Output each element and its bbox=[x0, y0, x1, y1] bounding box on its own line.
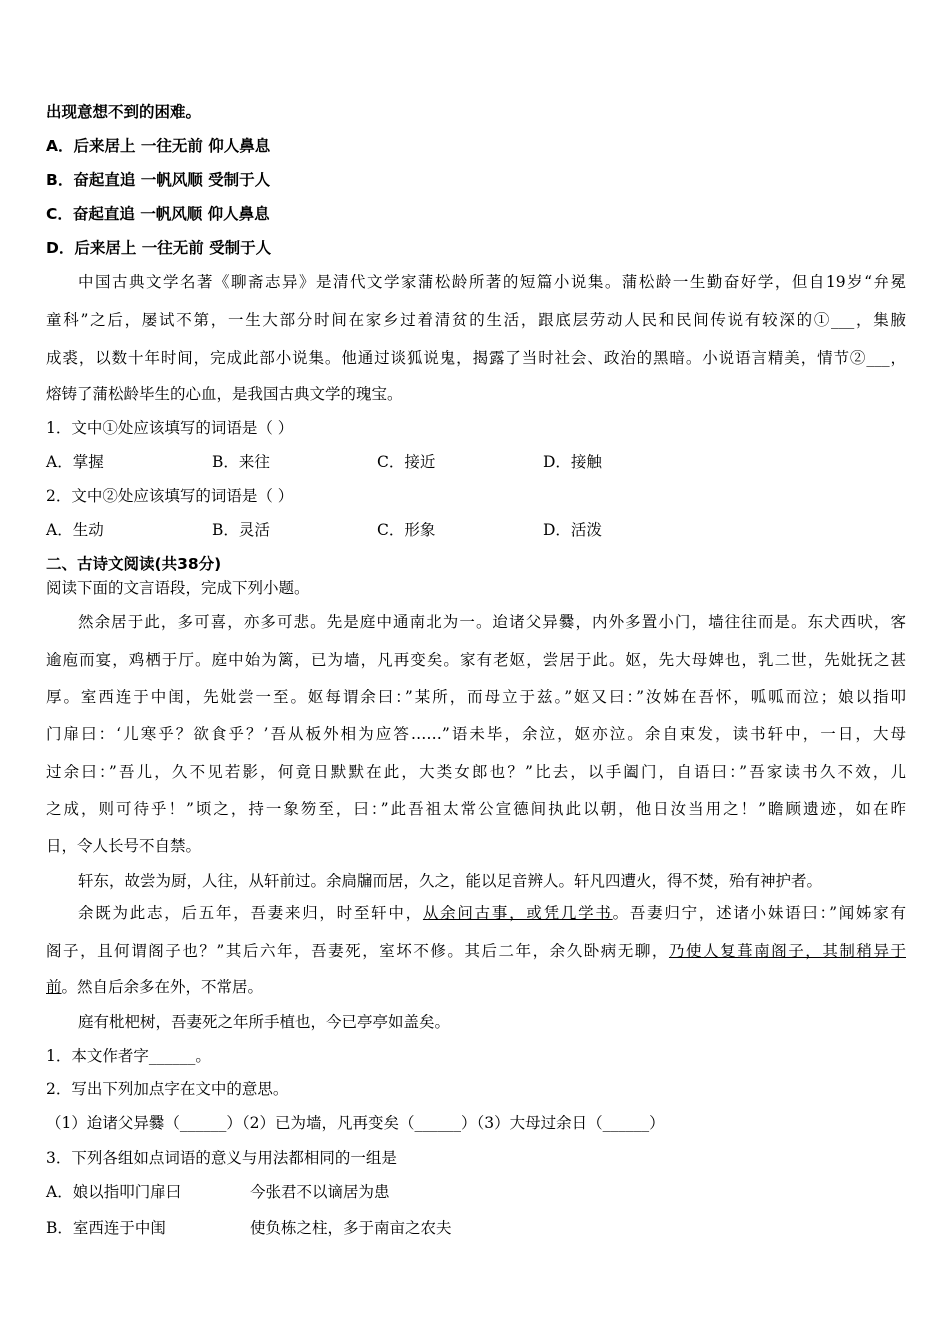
option-b-part2: 使负栋之柱，多于南亩之农夫 bbox=[250, 1219, 452, 1237]
passage1-line: 童科”之后，屡试不第，一生大部分时间在家乡过着清贫的生活，跟底层劳动人民和民间传说有较深的①___，集腋 bbox=[46, 311, 906, 329]
question-3-option-b bbox=[46, 1218, 906, 1238]
section-title: 二、古诗文阅读(共38分) bbox=[46, 555, 222, 573]
question-tail-text: 出现意想不到的困难。 bbox=[46, 103, 202, 121]
q1-option-b: B．来往 bbox=[212, 453, 270, 471]
q1-options bbox=[46, 452, 906, 472]
passage2-para3-line3 bbox=[46, 977, 906, 997]
q2-options bbox=[46, 520, 906, 540]
passage1-line: 成裘，以数十年时间，完成此部小说集。他通过谈狐说鬼，揭露了当时社会、政治的黑暗。小说语言精美，情节②___， bbox=[46, 349, 906, 367]
option-a: A．后来居上 一往无前 仰人鼻息 bbox=[46, 137, 271, 155]
text-span: 。吾妻归宁，述诸小妹语曰：”闻姊家有 bbox=[612, 904, 906, 922]
passage2-line: 过余曰：”吾儿，久不见若影，何竟日默默在此，大类女郎也？”比去，以手阖门，自语曰：”吾家读书久不效，儿 bbox=[46, 763, 906, 781]
q2-option-c: C．形象 bbox=[377, 521, 436, 539]
q1-stem: 1．文中①处应该填写的词语是（ ） bbox=[46, 419, 294, 437]
passage2-line: 逾庖而宴，鸡栖于厅。庭中始为篱，已为墙，凡再变矣。家有老妪，尝居于此。妪，先大母婢也，乳二世，先妣抚之甚 bbox=[46, 651, 906, 669]
passage2-para4: 庭有枇杷树，吾妻死之年所手植也，今已亭亭如盖矣。 bbox=[78, 1013, 451, 1031]
passage1-line: 中国古典文学名著《聊斋志异》是清代文学家蒲松龄所著的短篇小说集。蒲松龄一生勤奋好学，但自19岁“弁冕 bbox=[78, 273, 906, 291]
passage1-line: 熔铸了蒲松龄毕生的心血，是我国古典文学的瑰宝。 bbox=[46, 385, 403, 403]
q2-option-b: B．灵活 bbox=[212, 521, 270, 539]
question-3-option-a bbox=[46, 1182, 906, 1202]
option-a-part2: 今张君不以谪居为患 bbox=[250, 1183, 390, 1201]
passage2-para3-line1 bbox=[78, 903, 906, 923]
option-c: C．奋起直追 一帆风顺 仰人鼻息 bbox=[46, 205, 270, 223]
text-span: 。然自后余多在外，不常居。 bbox=[61, 978, 264, 996]
text-span: 余既为此志，后五年，吾妻来归，时至轩中， bbox=[78, 904, 423, 922]
option-d: D．后来居上 一往无前 受制于人 bbox=[46, 239, 272, 257]
q1-option-c: C．接近 bbox=[377, 453, 436, 471]
passage2-line: 之成，则可待乎！”顷之，持一象笏至，曰：”此吾祖太常公宣德间执此以朝，他日汝当用之！”瞻顾遗迹，如在昨 bbox=[46, 800, 906, 818]
option-b: B．奋起直追 一帆风顺 受制于人 bbox=[46, 171, 271, 189]
q1-option-d: D．接触 bbox=[543, 453, 602, 471]
passage2-para2: 轩东，故尝为厨，人往，从轩前过。余扃牖而居，久之，能以足音辨人。轩凡四遭火，得不焚，殆有神护者。 bbox=[78, 872, 823, 890]
q2-stem: 2．文中②处应该填写的词语是（ ） bbox=[46, 487, 294, 505]
option-a-part1: A．娘以指叩门扉曰 bbox=[46, 1183, 182, 1201]
q2-option-d: D．活泼 bbox=[543, 521, 602, 539]
underlined-sentence: 从余问古事，或凭几学书 bbox=[422, 904, 613, 922]
question-2-stem: 2．写出下列加点字在文中的意思。 bbox=[46, 1080, 289, 1098]
passage2-line: 门扉曰：‘儿寒乎？欲食乎？’吾从板外相为应答……”语未毕，余泣，妪亦泣。余自束发，读书轩中，一日，大母 bbox=[46, 725, 906, 743]
q1-option-a: A．掌握 bbox=[46, 453, 104, 471]
underlined-sentence: 前 bbox=[46, 978, 62, 996]
passage2-line: 日，令人长号不自禁。 bbox=[46, 837, 202, 855]
question-3-stem: 3．下列各组如点词语的意义与用法都相同的一组是 bbox=[46, 1149, 397, 1167]
passage2-para3-line2 bbox=[46, 941, 906, 961]
option-b-part1: B．室西连于中闺 bbox=[46, 1219, 166, 1237]
question-1: 1．本文作者字______。 bbox=[46, 1047, 211, 1065]
passage2-line: 厚。室西连于中闺，先妣尝一至。妪每谓余曰：”某所，而母立于兹。”妪又曰：”汝姊在吾怀，呱呱而泣；娘以指叩 bbox=[46, 688, 906, 706]
passage2-line: 然余居于此，多可喜，亦多可悲。先是庭中通南北为一。迨诸父异爨，内外多置小门，墙往往而是。东犬西吠，客 bbox=[78, 613, 906, 631]
section-instruction: 阅读下面的文言语段，完成下列小题。 bbox=[46, 579, 310, 597]
q2-option-a: A．生动 bbox=[46, 521, 104, 539]
text-span: 阁子，且何谓阁子也？”其后六年，吾妻死，室坏不修。其后二年，余久卧病无聊， bbox=[46, 942, 669, 960]
question-2-items: （1）迨诸父异爨（______）（2）已为墙，凡再变矣（______）（3）大母过余日（______） bbox=[46, 1114, 665, 1132]
underlined-sentence: 乃使人复葺南阁子，其制稍异于 bbox=[668, 942, 906, 960]
